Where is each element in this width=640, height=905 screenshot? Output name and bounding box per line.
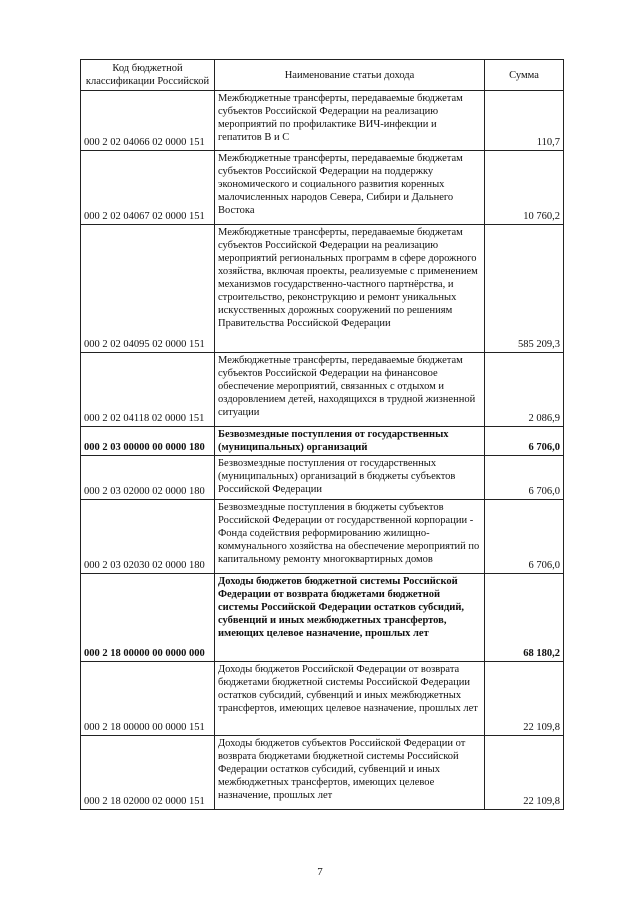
revenue-table [80,59,564,810]
table-header-row [81,60,564,91]
table-row [81,225,564,353]
row-name: Межбюджетные трансферты, передаваемые бюджетам субъектов Российской Федерации на финансовое обеспечение мероприятий, связанных с отдыхом и оздоровлением детей, находящихся в трудной жизненной ситуации [215,353,485,427]
table-row [81,500,564,574]
row-sum: 110,7 [485,91,564,151]
row-code: 000 2 18 00000 00 0000 000 [81,574,215,662]
row-name: Безвозмездные поступления в бюджеты субъектов Российской Федерации от государственной корпорации - Фонда содействия реформированию жилищно-коммунального хозяйства на обеспечение мероприятий по капитальному ремонту многоквартирных домов [215,500,485,574]
row-code: 000 2 02 04067 02 0000 151 [81,151,215,225]
table-row [81,574,564,662]
row-name: Межбюджетные трансферты, передаваемые бюджетам субъектов Российской Федерации на реализацию мероприятий региональных программ в сфере дорожного хозяйства, включая проекты, реализуемые с применением механизмов государственно-частного партнёрства, и строительство, реконструкцию и ремонт уникальных искусственных дорожных сооружений по решениям Правительства Российской Федерации [215,225,485,353]
header-name: Наименование статьи дохода [215,60,485,91]
table-row [81,353,564,427]
row-code: 000 2 03 02030 02 0000 180 [81,500,215,574]
row-name: Безвозмездные поступления от государственных (муниципальных) организаций [215,427,485,456]
row-name: Доходы бюджетов бюджетной системы Российской Федерации от возврата бюджетами бюджетной системы Российской Федерации остатков субсидий, субвенций и иных межбюджетных трансфертов, имеющих целевое назначение, прошлых лет [215,574,485,662]
table-row [81,662,564,736]
row-sum: 6 706,0 [485,500,564,574]
row-name: Межбюджетные трансферты, передаваемые бюджетам субъектов Российской Федерации на поддержку экономического и социального развития коренных малочисленных народов Севера, Сибири и Дальнего Востока [215,151,485,225]
row-sum: 585 209,3 [485,225,564,353]
row-name: Доходы бюджетов субъектов Российской Федерации от возврата бюджетами бюджетной системы Российской Федерации остатков субсидий, субвенций и иных межбюджетных трансфертов, имеющих целевое назначение, прошлых лет [215,736,485,810]
table-body [81,91,564,810]
table-row [81,91,564,151]
row-sum: 22 109,8 [485,736,564,810]
row-code: 000 2 18 00000 00 0000 151 [81,662,215,736]
row-code: 000 2 02 04095 02 0000 151 [81,225,215,353]
row-name: Безвозмездные поступления от государственных (муниципальных) организаций в бюджеты субъектов Российской Федерации [215,456,485,500]
table-row [81,736,564,810]
row-code: 000 2 03 00000 00 0000 180 [81,427,215,456]
row-sum: 10 760,2 [485,151,564,225]
row-sum: 6 706,0 [485,456,564,500]
row-sum: 2 086,9 [485,353,564,427]
row-code: 000 2 02 04118 02 0000 151 [81,353,215,427]
header-sum: Сумма [485,60,564,91]
row-code: 000 2 03 02000 02 0000 180 [81,456,215,500]
table-row [81,456,564,500]
row-name: Межбюджетные трансферты, передаваемые бюджетам субъектов Российской Федерации на реализацию мероприятий по профилактике ВИЧ-инфекции и гепатитов В и С [215,91,485,151]
table-row [81,427,564,456]
table-row [81,151,564,225]
header-code: Код бюджетной классификации Российской [81,60,215,91]
row-name: Доходы бюджетов Российской Федерации от возврата бюджетами бюджетной системы Российской Федерации остатков субсидий, субвенций и иных межбюджетных трансфертов, имеющих целевое назначение, прошлых лет [215,662,485,736]
page-number: 7 [317,866,323,878]
row-code: 000 2 02 04066 02 0000 151 [81,91,215,151]
row-sum: 68 180,2 [485,574,564,662]
row-sum: 6 706,0 [485,427,564,456]
row-sum: 22 109,8 [485,662,564,736]
row-code: 000 2 18 02000 02 0000 151 [81,736,215,810]
